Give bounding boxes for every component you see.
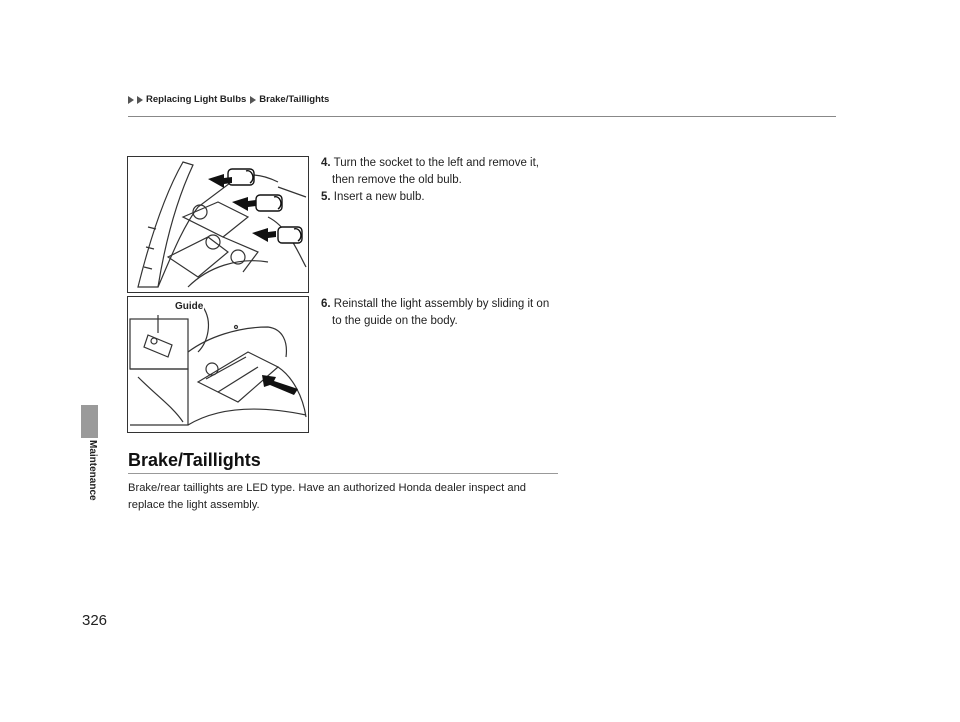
chevron-right-icon — [128, 96, 134, 104]
step-text-line1: Turn the socket to the left and remove it, — [333, 157, 539, 169]
step-text-line2: to the guide on the body. — [332, 315, 458, 327]
section-tab-marker — [81, 405, 98, 438]
step-text-line2: then remove the old bulb. — [332, 174, 462, 186]
page-number: 326 — [82, 612, 108, 629]
reinstall-guide-drawing — [128, 297, 308, 432]
section-body: Brake/rear taillights are LED type. Have an authorized Honda dealer inspect and replace the light assembly. — [128, 482, 527, 511]
step-text-line1: Insert a new bulb. — [333, 191, 425, 203]
section-title: Brake/Taillights — [128, 450, 261, 470]
illustration-socket-removal — [127, 156, 309, 293]
step-text-line1: Reinstall the light assembly by sliding it on — [333, 298, 550, 310]
chevron-right-icon — [137, 96, 143, 104]
section-divider — [128, 473, 558, 474]
chevron-right-icon — [250, 96, 256, 104]
breadcrumb-item-brake-taillights[interactable]: Brake/Taillights — [259, 94, 330, 105]
step-number: 6. — [321, 298, 331, 310]
breadcrumb — [128, 94, 329, 105]
guide-callout-label: Guide — [175, 301, 204, 312]
step-6 — [321, 296, 549, 330]
step-number: 4. — [321, 157, 331, 169]
socket-removal-drawing — [128, 157, 308, 292]
step-4 — [321, 155, 539, 189]
header-divider — [128, 116, 836, 117]
breadcrumb-item-replacing-light-bulbs[interactable]: Replacing Light Bulbs — [146, 94, 247, 105]
illustration-reinstall-guide — [127, 296, 309, 433]
section-tab-label — [88, 440, 102, 520]
step-number: 5. — [321, 191, 331, 203]
step-5 — [321, 189, 425, 206]
section-tab-text: Maintenance — [87, 440, 98, 501]
